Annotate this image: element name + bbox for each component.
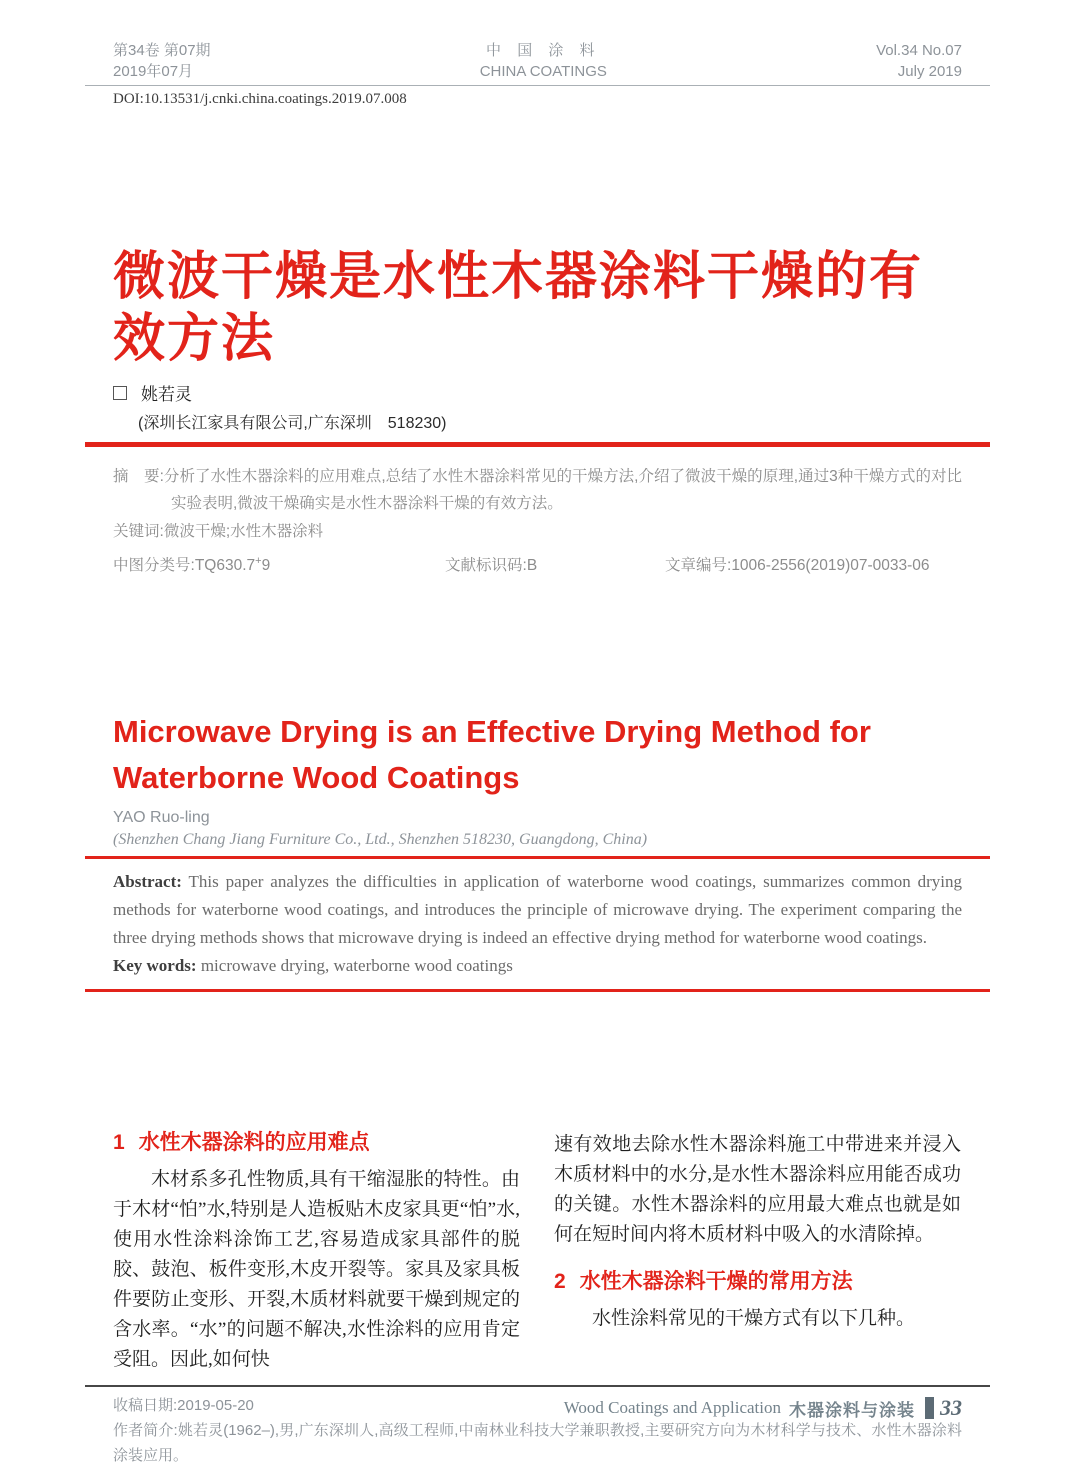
clc-superscript: + <box>255 554 262 567</box>
footnote-divider <box>85 1385 990 1387</box>
page-footer <box>564 1395 962 1421</box>
page-number: 33 <box>940 1395 962 1420</box>
footer-section-en: Wood Coatings and Application <box>563 1398 781 1417</box>
doc-code-value: B <box>526 556 538 574</box>
article-id-value: 1006-2556(2019)07-0033-06 <box>731 556 930 574</box>
clc-value: TQ630.7 <box>194 556 256 574</box>
red-rule-abstract-top <box>85 856 990 859</box>
document-code <box>445 553 665 575</box>
footer-section-cn: 木器涂料与涂装 <box>789 1400 915 1420</box>
clc-number <box>113 553 445 575</box>
header-right <box>876 40 962 82</box>
keywords-cn <box>113 519 962 546</box>
abstract-en-label: Abstract: <box>113 871 182 891</box>
article-title-cn: 微波干燥是水性木器涂料干燥的有效方法 <box>113 248 924 368</box>
keywords-en-label: Key words: <box>113 955 197 975</box>
abstract-en-text: This paper analyzes the difficulties in application of waterborne wood coatings, summarizes common drying methods for waterborne wood coatings, and introduces the principle of microwave drying. The experiment comparing the three drying methods shows that microwave drying is indeed an effective drying method for waterborne wood coatings. <box>113 871 962 947</box>
bio-label: 作者简介: <box>113 1421 178 1439</box>
keywords-en-text: microwave drying, waterborne wood coatings <box>196 955 513 975</box>
red-rule-abstract-bottom <box>85 989 990 992</box>
section2-paragraph: 水性涂料常见的干燥方式有以下几种。 <box>592 1307 916 1329</box>
volume-issue-en: Vol.34 No.07 <box>876 42 962 59</box>
abstract-en <box>113 868 962 952</box>
body-columns <box>113 1130 962 1375</box>
doi: DOI:10.13531/j.cnki.china.coatings.2019.07.008 <box>113 91 407 107</box>
journal-header <box>113 40 962 82</box>
date-en: July 2019 <box>897 63 962 80</box>
affiliation-en: (Shenzhen Chang Jiang Furniture Co., Ltd., Shenzhen 518230, Guangdong, China) <box>113 830 648 848</box>
author-name-en: YAO Ruo-ling <box>113 808 210 826</box>
abstract-cn-text: 分析了水性木器涂料的应用难点,总结了水性木器涂料常见的干燥方法,介绍了微波干燥的原理,通过3种干燥方式的对比实验表明,微波干燥确实是水性木器涂料干燥的有效方法。 <box>163 468 963 512</box>
author-name-cn: 姚若灵 <box>141 385 192 404</box>
section1-title: 水性木器涂料的应用难点 <box>138 1130 370 1154</box>
keywords-en <box>113 952 962 980</box>
section2-heading <box>554 1269 961 1295</box>
right-column <box>554 1130 961 1375</box>
author-bio <box>113 1418 962 1468</box>
continuation-paragraph: 速有效地去除水性木器涂料施工中带进来并浸入木质材料中的水分,是水性木器涂料应用能否成功的关键。水性木器涂料的应用最大难点也就是如何在短时间内将木质材料中吸入的水清除掉。 <box>554 1133 961 1245</box>
section1-heading <box>113 1130 520 1156</box>
clc-tail: 9 <box>261 556 271 574</box>
header-center <box>480 40 607 82</box>
article-id-label: 文章编号: <box>665 556 732 574</box>
article-title-en: Microwave Drying is an Effective Drying Method for Waterborne Wood Coatings <box>113 713 871 795</box>
page-number-bar-icon <box>925 1397 934 1419</box>
abstract-cn-label: 摘 要: <box>113 468 164 485</box>
section1-paragraph: 木材系多孔性物质,具有干缩湿胀的特性。由于木材“怕”水,特别是人造板贴木皮家具更“怕”水,使用水性涂料涂饰工艺,容易造成家具部件的脱胶、鼓泡、板件变形,木皮开裂等。家具及家具板件要防止变形、开裂,木质材料就要干燥到规定的含水率。“水”的问题不解决,水性涂料的应用肯定受阻。因此,如何快 <box>113 1168 520 1370</box>
keywords-cn-label: 关键词: <box>113 523 164 540</box>
keywords-cn-text: 微波干燥;水性木器涂料 <box>163 523 324 540</box>
header-left <box>113 40 211 82</box>
volume-issue-cn: 第34卷 第07期 <box>113 42 211 59</box>
affiliation-cn: (深圳长江家具有限公司,广东深圳 518230) <box>138 415 447 432</box>
journal-name-en: CHINA COATINGS <box>479 63 607 80</box>
section2-title: 水性木器涂料干燥的常用方法 <box>579 1269 853 1293</box>
article-id <box>665 553 930 575</box>
received-value: 2019-05-20 <box>177 1396 254 1414</box>
red-rule-top <box>85 442 990 447</box>
doc-code-label: 文献标识码: <box>445 556 527 574</box>
bio-value: 姚若灵(1962–),男,广东深圳人,高级工程师,中南林业科技大学兼职教授,主要研究方向为木材科学与技术、水性木器涂料涂装应用。 <box>113 1421 963 1464</box>
date-cn: 2019年07月 <box>113 63 194 80</box>
author-square-icon <box>113 386 127 400</box>
abstract-cn <box>113 464 962 517</box>
left-column <box>113 1130 520 1375</box>
clc-label: 中图分类号: <box>113 556 195 574</box>
section2-number: 2 <box>554 1269 566 1293</box>
received-label: 收稿日期: <box>113 1396 178 1414</box>
header-divider <box>85 85 990 86</box>
meta-row <box>113 553 962 575</box>
journal-name-cn: 中 国 涂 料 <box>486 42 601 59</box>
author-row <box>113 380 962 405</box>
section1-number: 1 <box>113 1130 125 1154</box>
